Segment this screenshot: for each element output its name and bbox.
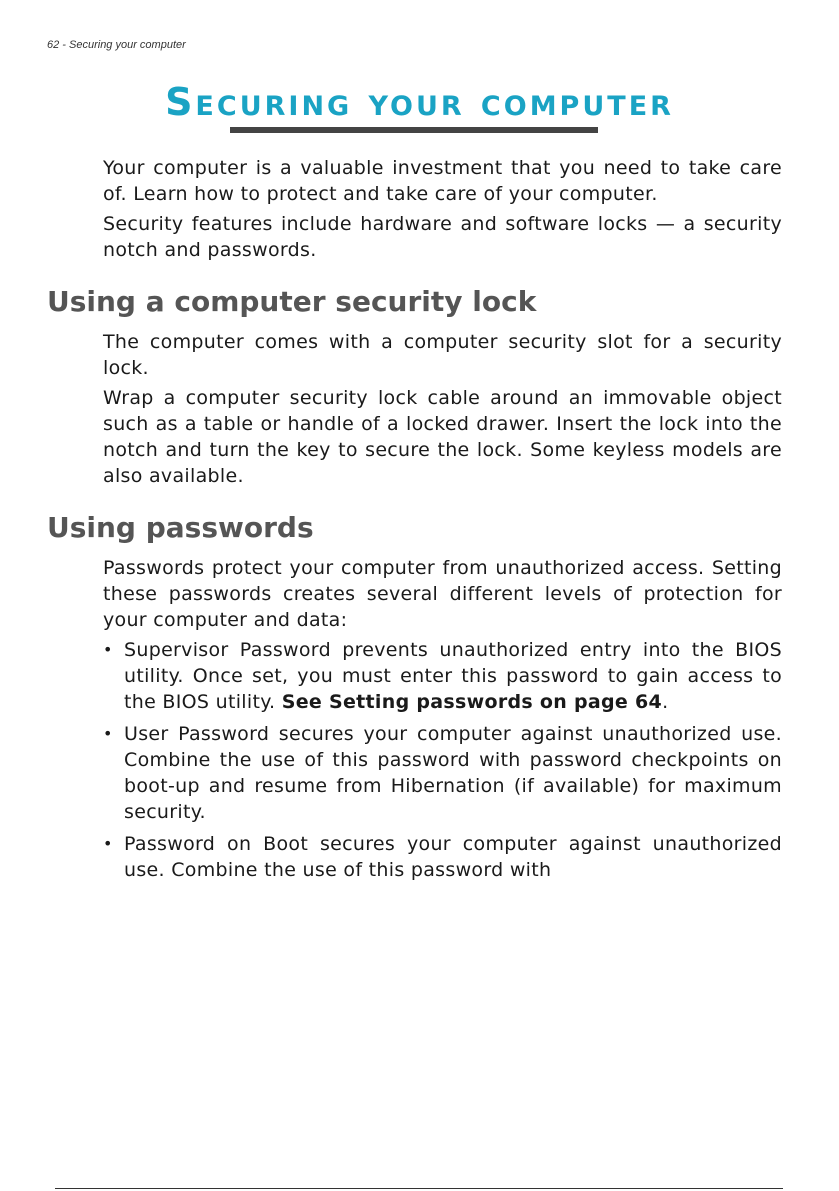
password-types-list	[103, 637, 782, 883]
chapter-title: Securing your computer	[165, 80, 674, 124]
bullet-icon: •	[103, 640, 113, 659]
passwords-paragraph: Passwords protect your computer from unauthorized access. Setting these passwords creates several different levels of protection for your computer and data:	[103, 557, 782, 631]
bullet-icon: •	[103, 834, 113, 853]
bullet-text-end: .	[662, 691, 669, 713]
security-lock-paragraph: The computer comes with a computer security slot for a security lock.	[103, 331, 782, 379]
bullet-text: Supervisor Password prevents unauthorized entry into the BIOS utility. Once set, you must enter this password to gain access to the BIOS utility.	[124, 639, 782, 713]
running-header: 62 - Securing your computer	[47, 39, 186, 51]
list-item-user-password	[103, 721, 782, 825]
chapter-title-rule	[230, 127, 598, 133]
footer-rule	[55, 1188, 783, 1189]
bullet-text: User Password secures your computer against unauthorized use. Combine the use of this password with password checkpoints on boot-up and resume from Hibernation (if available) for maximum security.	[124, 723, 782, 823]
security-lock-paragraph: Wrap a computer security lock cable around an immovable object such as a table or handle of a locked drawer. Insert the lock into the notch and turn the key to secure the lock. Some keyless models are also available.	[103, 387, 782, 487]
intro-paragraph: Security features include hardware and software locks — a security notch and passwords.	[103, 213, 782, 261]
bullet-icon: •	[103, 724, 113, 743]
list-item-supervisor-password	[103, 637, 782, 715]
section-heading-security-lock: Using a computer security lock	[47, 285, 537, 318]
list-item-password-on-boot	[103, 831, 782, 883]
page-content	[47, 155, 782, 889]
section-heading-passwords: Using passwords	[47, 511, 314, 544]
cross-reference-link[interactable]: See Setting passwords on page 64	[281, 691, 663, 713]
intro-paragraph: Your computer is a valuable investment that you need to take care of. Learn how to protect and take care of your computer.	[103, 157, 782, 205]
bullet-text: Password on Boot secures your computer against unauthorized use. Combine the use of this password with	[124, 833, 782, 881]
